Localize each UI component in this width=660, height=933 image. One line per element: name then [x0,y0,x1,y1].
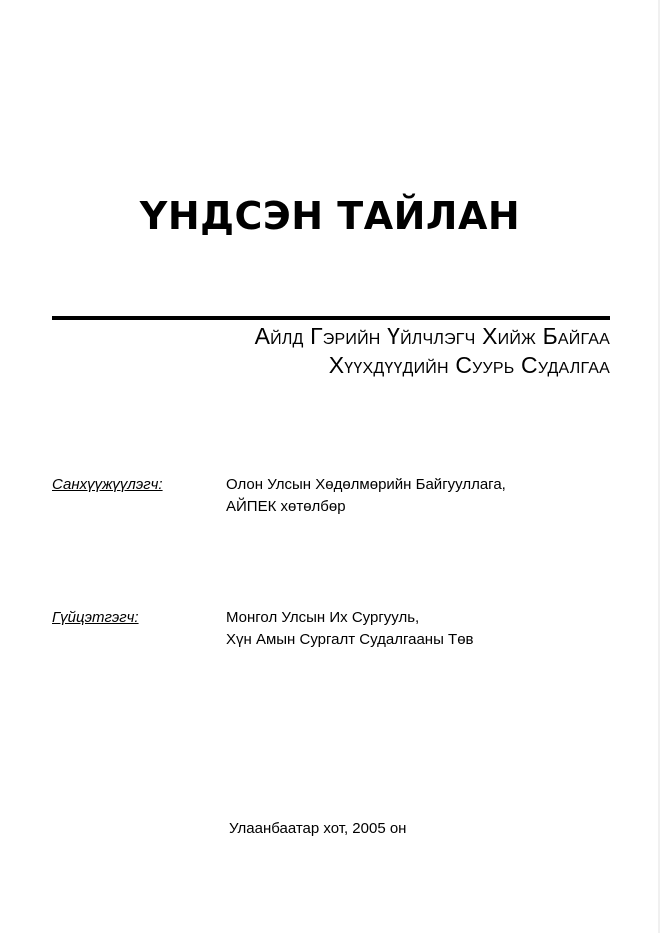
funder-label: Санхүүжүүлэгч: [52,476,163,493]
executor-line-1: Монгол Улсын Их Сургууль, [226,609,420,626]
report-subtitle [50,322,610,380]
executor-value [226,607,474,651]
subtitle-line-2: Хүүхдүүдийн Суурь Судалгаа [328,352,610,378]
report-title: ҮНДСЭН ТАЙЛАН [139,194,521,238]
executor-label: Гүйцэтгэгч: [52,609,139,626]
funder-value [226,474,506,518]
subtitle-line-1: Айлд Гэрийн Үйлчлэгч Хийж Байгаа [254,323,610,349]
funder-line-2: АЙПЕК хөтөлбөр [226,498,346,515]
funder-line-1: Олон Улсын Хөдөлмөрийн Байгууллага, [226,476,506,493]
place-and-date: Улаанбаатар хот, 2005 он [229,820,407,837]
executor-line-2: Хүн Амын Сургалт Судалгааны Төв [226,631,474,648]
title-divider [52,316,610,320]
